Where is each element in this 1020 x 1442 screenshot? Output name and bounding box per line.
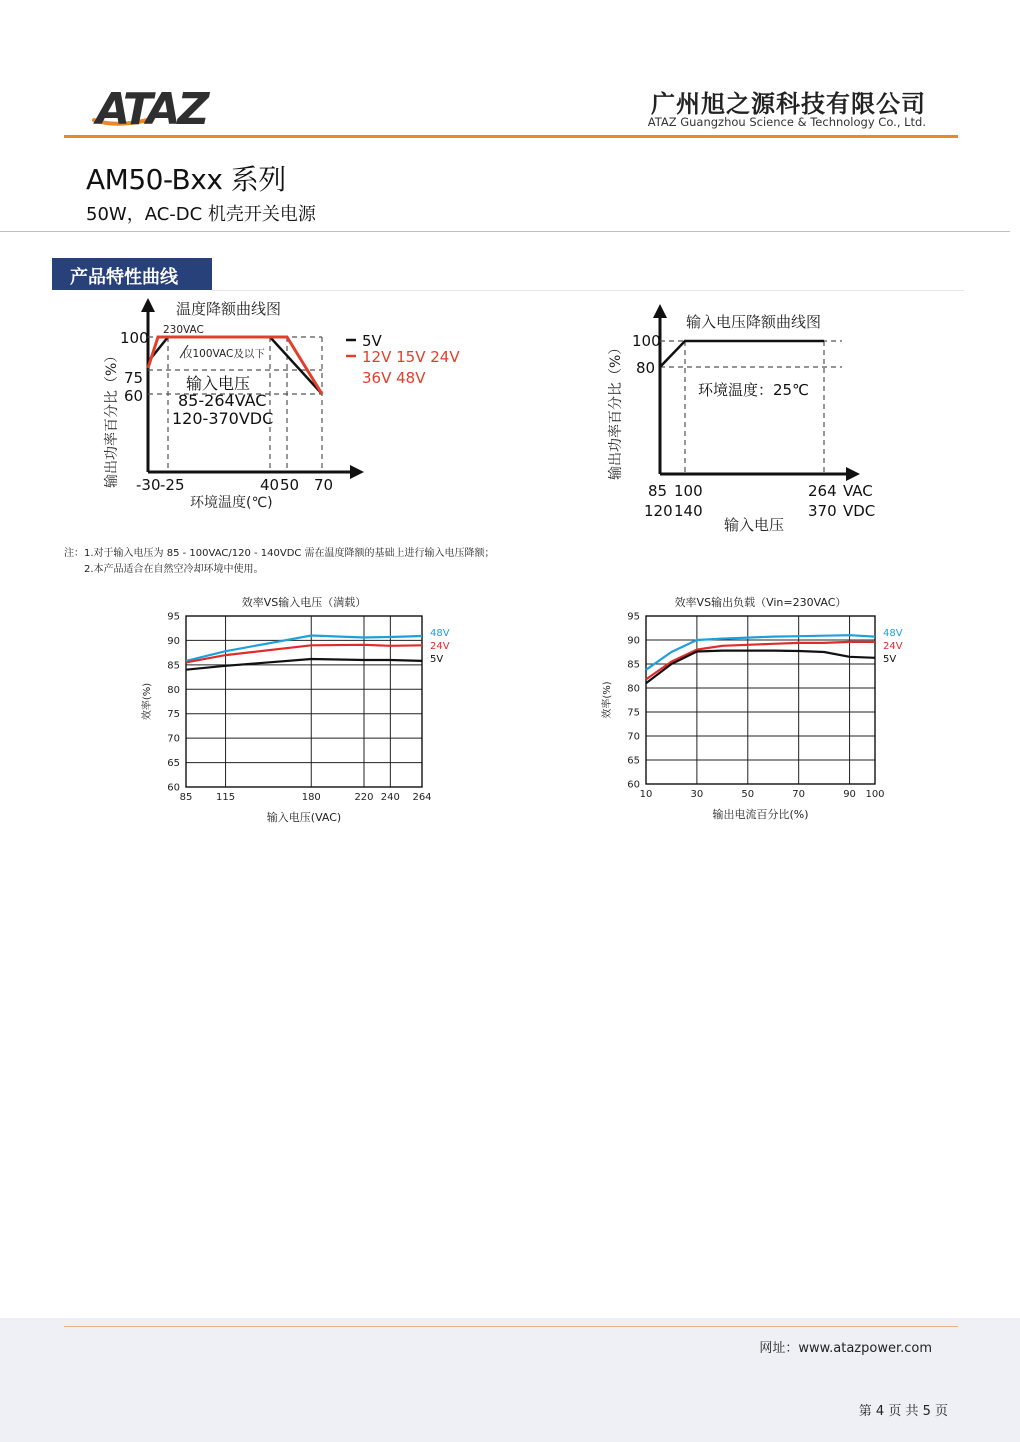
series-line-5v: [646, 651, 875, 684]
efficiency-vs-input-chart: [128, 588, 458, 828]
xtick-370: 370: [808, 502, 837, 520]
y-tick-label: 60: [627, 779, 640, 791]
legend-label-48v: 48V: [430, 628, 450, 639]
x-tick-label: 85: [179, 792, 193, 803]
company-name-en: ATAZ Guangzhou Science & Technology Co., Ltd.: [647, 115, 926, 129]
x-tick-label: 30: [690, 789, 704, 800]
y-axis-label: 效率(%): [142, 682, 153, 721]
website-url[interactable]: 网址：www.atazpower.com: [759, 1341, 932, 1356]
x-tick-label: 50: [741, 789, 755, 800]
y-tick-label: 90: [627, 635, 640, 647]
chart-title: 效率VS输入电压（满载）: [241, 596, 367, 609]
xtick-minus30: -30: [136, 476, 161, 494]
footer-divider: [64, 1326, 958, 1327]
series-subtitle: 50W，AC-DC 机壳开关电源: [86, 204, 316, 225]
ytick-60: 60: [124, 387, 144, 405]
ambient-temperature-label: 环境温度：25℃: [698, 381, 809, 399]
x-tick-label: 115: [216, 792, 236, 803]
y-tick-label: 75: [627, 707, 640, 719]
ytick-100: 100: [120, 329, 149, 347]
ytick-75: 75: [124, 369, 144, 387]
temperature-derating-diagram: [96, 292, 476, 514]
x-tick-label: 220: [354, 792, 374, 803]
title-divider: [0, 231, 1010, 232]
label-230vac: 230VAC: [163, 324, 204, 336]
voltage-derating-ylabel: 输出功率百分比（%）: [608, 340, 624, 480]
y-axis-arrow: [141, 298, 155, 312]
y-tick-label: 85: [627, 659, 640, 671]
x-axis-label: 输入电压(VAC): [266, 811, 342, 824]
xtick-264: 264: [808, 482, 837, 500]
section-divider: [212, 290, 964, 291]
legend-label-24v: 24V: [883, 641, 903, 652]
y-tick-label: 85: [167, 660, 180, 672]
x-tick-label: 90: [843, 789, 856, 800]
xtick-70: 70: [314, 476, 334, 494]
voltage-derating-diagram: [600, 300, 890, 540]
xtick-minus25: -25: [160, 476, 185, 494]
logo-text: ATAZ: [96, 84, 207, 130]
y-tick-label: 90: [167, 635, 180, 647]
temp-derating-title: 温度降额曲线图: [176, 300, 282, 318]
legend-label-5v: 5V: [883, 654, 897, 665]
xtick-85: 85: [648, 482, 668, 500]
y-axis-arrow: [653, 304, 667, 318]
xtick-vac: VAC: [843, 482, 873, 500]
x-tick-label: 10: [639, 789, 653, 800]
x-tick-label: 264: [412, 792, 432, 803]
plot-frame: [186, 616, 422, 787]
y-tick-label: 95: [167, 611, 180, 623]
ytick-100: 100: [632, 332, 661, 350]
label-100vac: 仅100VAC及以下: [182, 348, 265, 360]
legend-label-24v: 24V: [430, 641, 450, 652]
input-voltage-ac: 85-264VAC: [178, 391, 267, 410]
y-tick-label: 65: [627, 755, 640, 767]
input-voltage-label: 输入电压: [186, 374, 251, 393]
y-tick-label: 65: [167, 758, 180, 770]
temp-derating-ylabel: 输出功率百分比（%）: [104, 348, 120, 488]
series-title: AM50-Bxx 系列: [86, 163, 286, 196]
y-tick-label: 60: [167, 782, 180, 794]
ataz-logo: [92, 84, 222, 130]
xtick-120: 120: [644, 502, 673, 520]
xtick-40: 40: [260, 476, 280, 494]
efficiency-vs-load-chart: [590, 590, 920, 822]
series-line-5v: [186, 659, 422, 670]
guide-lines: [660, 341, 842, 474]
y-tick-label: 80: [167, 684, 180, 696]
legend-other-1: 12V 15V 24V: [362, 348, 460, 366]
voltage-derating-xlabel: 输入电压: [724, 516, 785, 534]
x-tick-label: 100: [865, 789, 885, 800]
y-tick-label: 75: [167, 709, 180, 721]
legend-other-2: 36V 48V: [362, 369, 426, 387]
y-tick-label: 70: [167, 733, 180, 745]
legend-label-48v: 48V: [883, 628, 903, 639]
y-tick-label: 70: [627, 731, 640, 743]
temp-derating-xlabel: 环境温度(℃): [190, 495, 273, 511]
company-name-cn: 广州旭之源科技有限公司: [651, 90, 926, 118]
x-tick-label: 240: [380, 792, 400, 803]
x-axis-label: 输出电流百分比(%): [712, 808, 809, 821]
ytick-80: 80: [636, 359, 656, 377]
xtick-140: 140: [674, 502, 703, 520]
xtick-50: 50: [280, 476, 300, 494]
series-line-48v: [186, 636, 422, 661]
chart-title: 效率VS输出负载（Vin=230VAC）: [674, 596, 847, 609]
header-divider: [64, 135, 958, 138]
section-title: 产品特性曲线: [70, 267, 178, 288]
x-tick-label: 180: [301, 792, 321, 803]
legend-label-5v: 5V: [430, 654, 444, 665]
page-number: 第 4 页 共 5 页: [858, 1404, 948, 1419]
xtick-vdc: VDC: [843, 502, 876, 520]
note-line-2: 2.本产品适合在自然空冷却环境中使用。: [84, 564, 264, 575]
x-axis-arrow: [846, 467, 860, 481]
x-axis-arrow: [350, 465, 364, 479]
y-tick-label: 80: [627, 683, 640, 695]
voltage-derating-title: 输入电压降额曲线图: [686, 313, 822, 331]
note-line-1: 注：1.对于输入电压为 85 - 100VAC/120 - 140VDC 需在温度降额的基础上进行输入电压降额；: [64, 548, 495, 559]
xtick-100: 100: [674, 482, 703, 500]
y-tick-label: 95: [627, 611, 640, 623]
legend-5v: 5V: [362, 332, 382, 350]
input-voltage-dc: 120-370VDC: [172, 409, 274, 428]
y-axis-label: 效率(%): [602, 681, 613, 719]
x-tick-label: 70: [792, 789, 806, 800]
